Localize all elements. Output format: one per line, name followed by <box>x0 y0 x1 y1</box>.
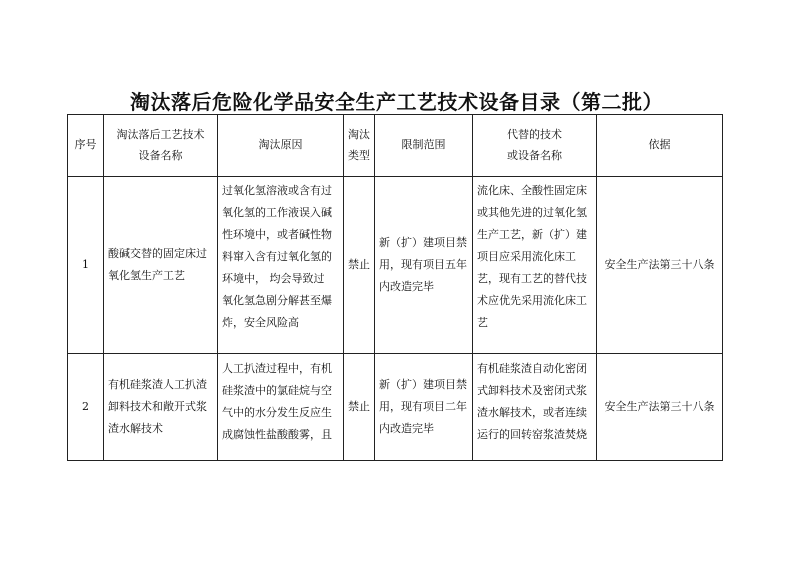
row-seq: 1 <box>68 177 104 354</box>
table-row <box>68 354 723 461</box>
header-type: 淘汰 类型 <box>344 115 375 177</box>
row-replace: 流化床、全酸性固定床 或其他先进的过氧化氢 生产工艺，新（扩）建 项目应采用流化床工 艺，现有工艺的替代技 术应优先采用流化床工 艺 <box>473 177 597 354</box>
page-title: 淘汰落后危险化学品安全生产工艺技术设备目录（第二批） <box>130 90 663 114</box>
header-name: 淘汰落后工艺技术 设备名称 <box>104 115 218 177</box>
row-basis: 安全生产法第三十八条 <box>597 354 723 461</box>
header-scope: 限制范围 <box>375 115 473 177</box>
header-reason: 淘汰原因 <box>218 115 344 177</box>
header-seq: 序号 <box>68 115 104 177</box>
table-row <box>68 177 723 354</box>
row-scope: 新（扩）建项目禁 用，现有项目五年 内改造完毕 <box>375 177 473 354</box>
row-seq: 2 <box>68 354 104 461</box>
row-reason: 过氧化氢溶液或含有过 氧化氢的工作液误入碱 性环境中，或者碱性物 料窜入含有过氧化氢的 环境中， 均会导致过 氧化氢急剧分解甚至爆 炸，安全风险高 <box>218 177 344 354</box>
header-row <box>68 115 723 177</box>
row-replace: 有机硅浆渣自动化密闭 式卸料技术及密闭式浆 渣水解技术，或者连续 运行的回转窑浆渣焚烧 <box>473 354 597 461</box>
header-replace: 代替的技术 或设备名称 <box>473 115 597 177</box>
row-type: 禁止 <box>344 177 375 354</box>
row-basis: 安全生产法第三十八条 <box>597 177 723 354</box>
catalog-table <box>67 114 723 461</box>
row-type: 禁止 <box>344 354 375 461</box>
row-name: 有机硅浆渣人工扒渣 卸料技术和敞开式浆 渣水解技术 <box>104 354 218 461</box>
row-reason: 人工扒渣过程中，有机 硅浆渣中的氯硅烷与空 气中的水分发生反应生 成腐蚀性盐酸酸雾，且 <box>218 354 344 461</box>
header-basis: 依据 <box>597 115 723 177</box>
row-scope: 新（扩）建项目禁 用，现有项目二年 内改造完毕 <box>375 354 473 461</box>
row-name: 酸碱交替的固定床过 氧化氢生产工艺 <box>104 177 218 354</box>
